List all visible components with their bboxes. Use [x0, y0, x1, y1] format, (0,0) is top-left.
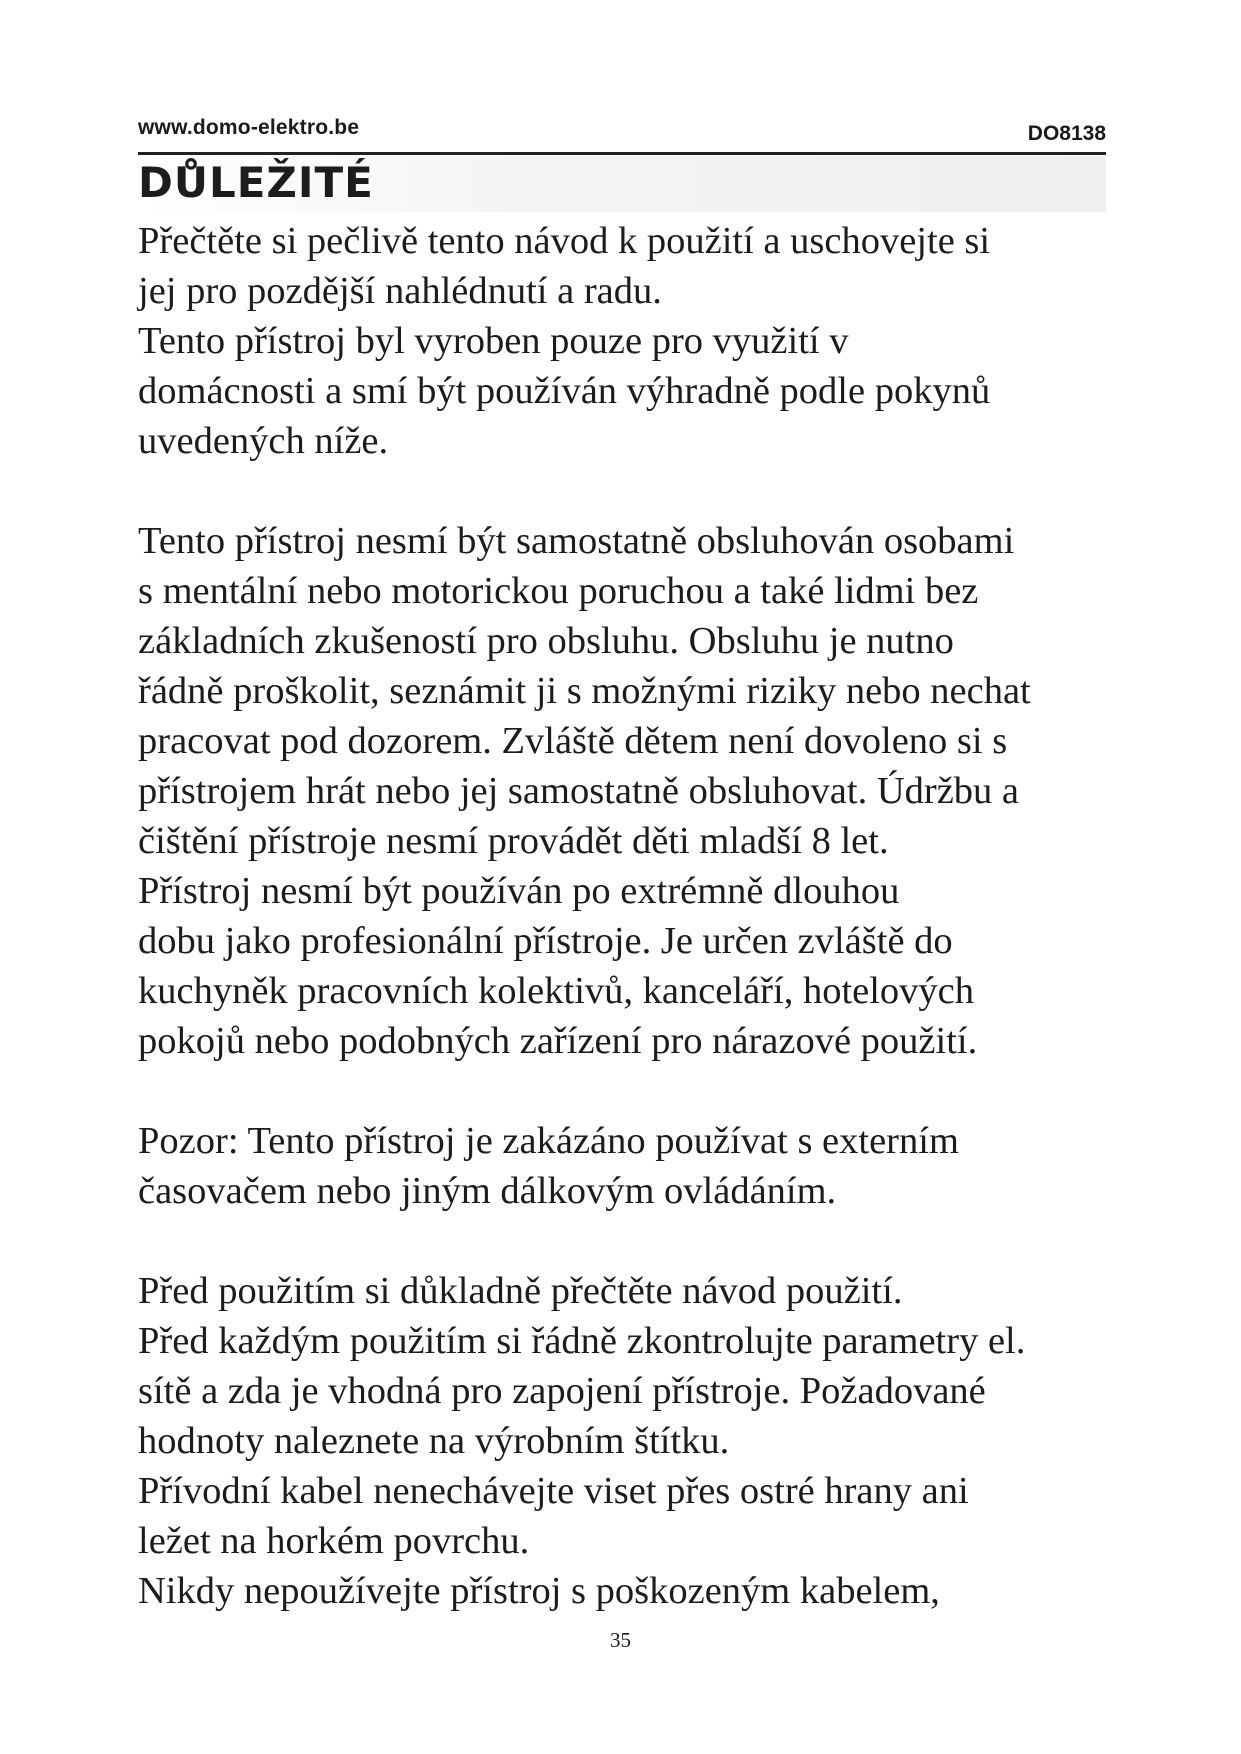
text-line: hodnoty naleznete na výrobním štítku.	[138, 1420, 730, 1462]
paragraph-4	[138, 1266, 1118, 1616]
text-line: ležet na horkém povrchu.	[138, 1520, 530, 1562]
title-band	[138, 156, 1106, 212]
text-line: jej pro pozdější nahlédnutí a radu.	[138, 270, 662, 312]
text-line: uvedených níže.	[138, 420, 389, 462]
text-line: Přístroj nesmí být používán po extrémně dlouhou	[138, 870, 900, 912]
text-line: pokojů nebo podobných zařízení pro nárazové použití.	[138, 1020, 978, 1062]
text-line: pracovat pod dozorem. Zvláště dětem není dovoleno si s	[138, 720, 1008, 762]
text-line: Přívodní kabel nenechávejte viset přes ostré hrany ani	[138, 1470, 969, 1512]
body-text	[138, 216, 1118, 1616]
text-line: Přečtěte si pečlivě tento návod k použití a uschovejte si	[138, 220, 991, 262]
text-line: Tento přístroj byl vyroben pouze pro využití v	[138, 320, 849, 362]
text-line: Před použitím si důkladně přečtěte návod použití.	[138, 1270, 903, 1312]
paragraph-2	[138, 516, 1118, 1066]
text-line: dobu jako profesionální přístroje. Je určen zvláště do	[138, 920, 953, 962]
text-line: Před každým použitím si řádně zkontrolujte parametry el.	[138, 1320, 1026, 1362]
text-line: Tento přístroj nesmí být samostatně obsluhován osobami	[138, 520, 1015, 562]
text-line: řádně proškolit, seznámit ji s možnými riziky nebo nechat	[138, 670, 1031, 712]
page-number: 35	[610, 1628, 631, 1652]
section-title: DŮLEŽITÉ	[138, 158, 374, 207]
website-url: www.domo-elektro.be	[138, 116, 360, 139]
text-line: sítě a zda je vhodná pro zapojení přístroje. Požadované	[138, 1370, 986, 1412]
text-line: časovačem nebo jiným dálkovým ovládáním.	[138, 1170, 837, 1212]
text-line: základních zkušeností pro obsluhu. Obsluhu je nutno	[138, 620, 954, 662]
text-line: kuchyněk pracovních kolektivů, kanceláří, hotelových	[138, 970, 975, 1012]
text-line: přístrojem hrát nebo jej samostatně obsluhovat. Údržbu a	[138, 770, 1020, 812]
page-header	[138, 116, 1106, 155]
text-line: Nikdy nepoužívejte přístroj s poškozeným kabelem,	[138, 1570, 940, 1612]
model-number: DO8138	[1027, 122, 1106, 145]
paragraph-3	[138, 1116, 1118, 1216]
text-line: Pozor: Tento přístroj je zakázáno používat s externím	[138, 1120, 959, 1162]
text-line: s mentální nebo motorickou poruchou a také lidmi bez	[138, 570, 979, 612]
paragraph-1	[138, 216, 1118, 466]
text-line: čištění přístroje nesmí provádět děti mladší 8 let.	[138, 820, 889, 862]
text-line: domácnosti a smí být používán výhradně podle pokynů	[138, 370, 991, 412]
